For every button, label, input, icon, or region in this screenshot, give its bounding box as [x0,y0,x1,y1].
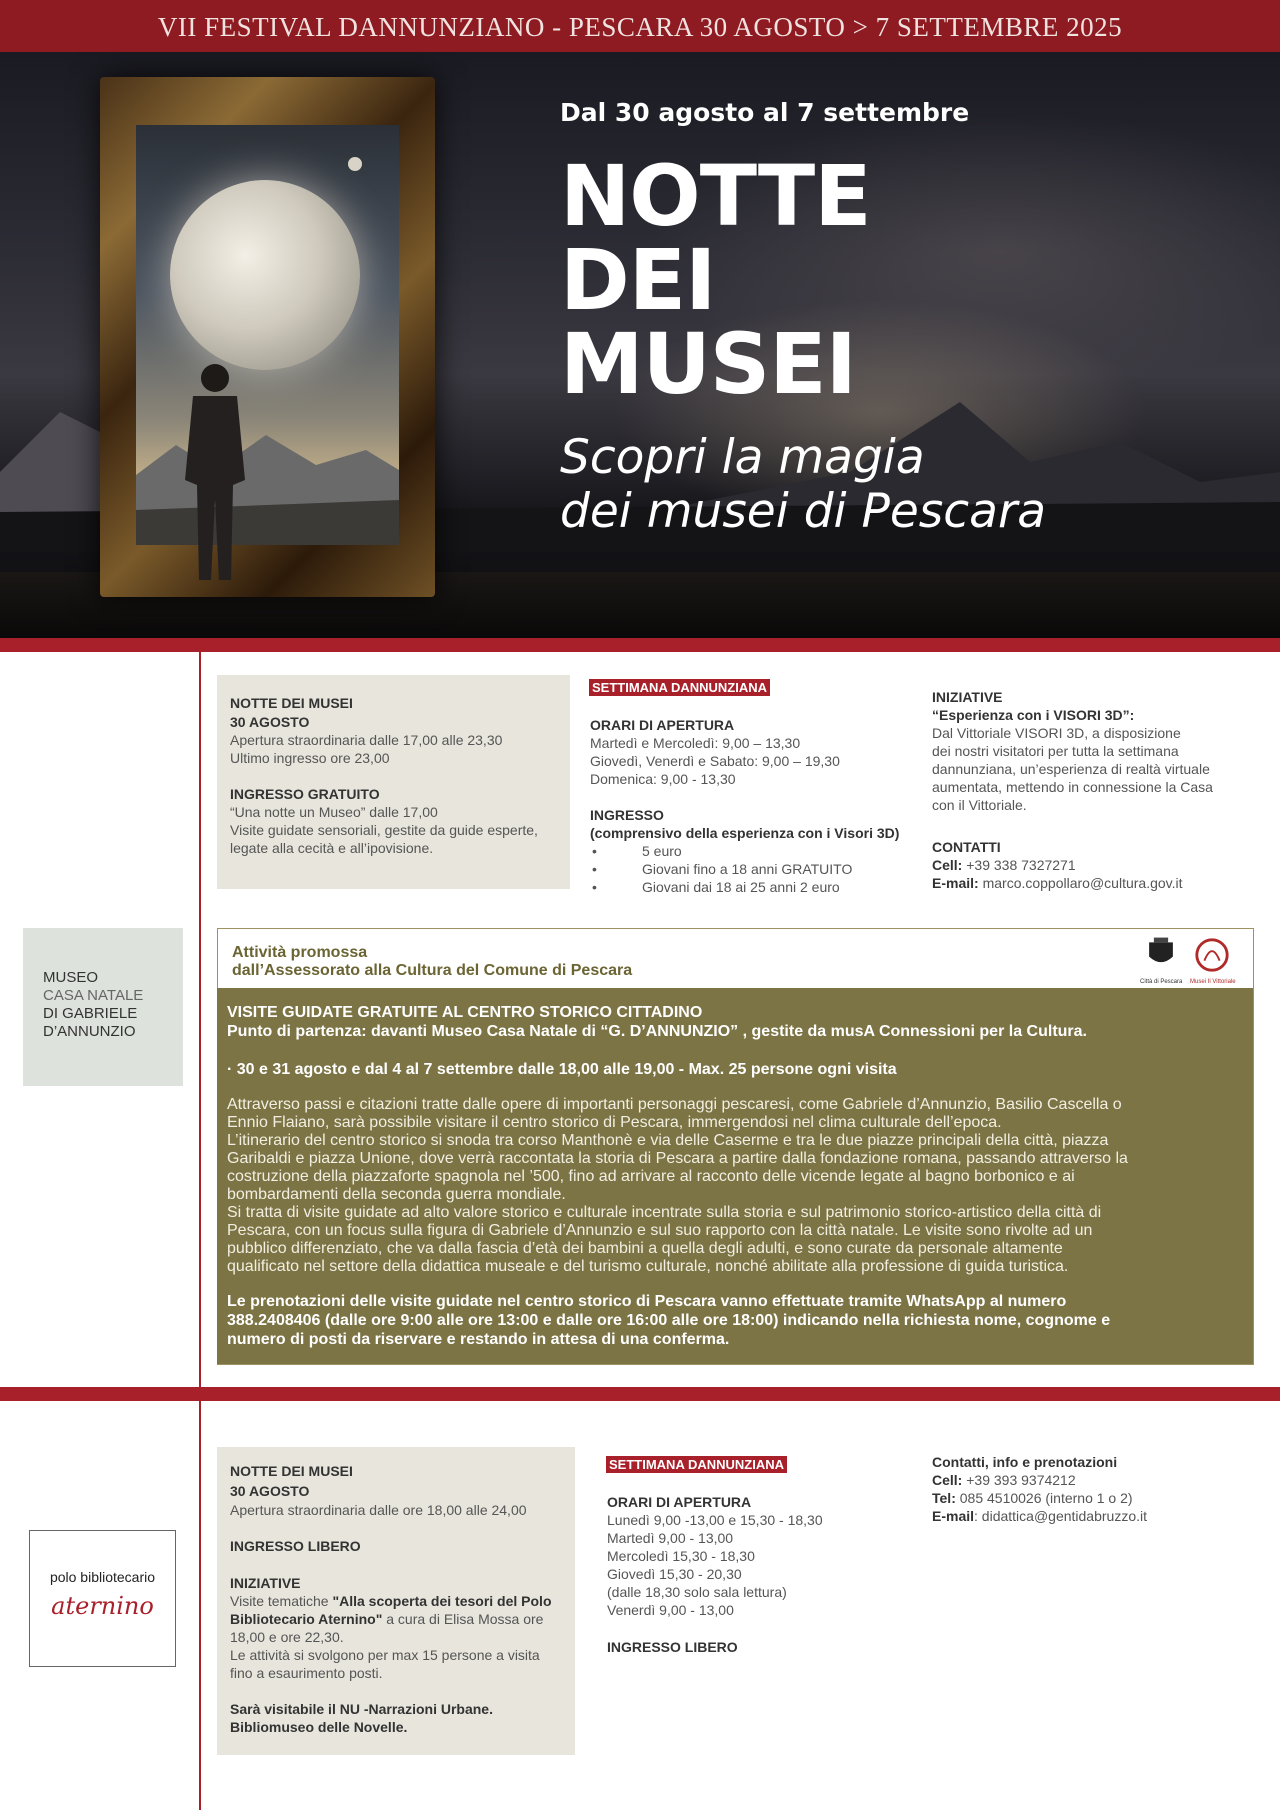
orari-line: Martedì e Mercoledì: 9,00 – 13,30 [590,735,801,751]
red-divider-1 [0,638,1280,652]
ingresso-subtitle: (comprensivo della esperienza con i Visori 3D) [590,825,900,841]
orari-line: Giovedì, Venerdì e Sabato: 9,00 – 19,30 [590,753,840,769]
visite-line-2: legate alla cecità e all’ipovisione. [230,840,434,856]
red-divider-2 [0,1387,1280,1401]
activity-body-line: Garibaldi e piazza Unione, dove verrà raccontata la storia di Pescara a partire dalla fondazione romana, passando attraverso la [227,1150,1128,1167]
moon [170,180,360,370]
visori-line: aumentata, mettendo in connessione la Casa [932,779,1213,795]
polo-closing: Bibliomuseo delle Novelle. [230,1719,408,1735]
polo-cell: Cell: +39 393 9374212 [932,1472,1076,1488]
bullet-icon: • [592,879,597,895]
contatti-title: CONTATTI [932,839,1001,855]
activity-body-line: L’itinerario del centro storico si snoda tra corso Manthonè e via delle Caserme e tra le due piazze principali della città, piazza [227,1132,1109,1149]
activity-body-line: costruzione della piazzaforte spagnola nel ’500, fino ad arrivare al racconto delle vicende legate al bagno borbonico e ai [227,1168,1075,1185]
person-silhouette [175,360,255,600]
polo-orari-line: Lunedì 9,00 -13,00 e 15,30 - 18,30 [607,1512,823,1528]
hero-subtitle-line-2: dei musei di Pescara [560,484,1047,539]
polo-notte-title: NOTTE DEI MUSEI [230,1463,353,1479]
polo-cell-number[interactable]: +39 393 9374212 [966,1472,1076,1488]
museo-line-2: CASA NATALE [43,987,144,1004]
activity-schedule: · 30 e 31 agosto e dal 4 al 7 settembre dalle 18,00 alle 19,00 - Max. 25 persone ogni visita [227,1061,897,1078]
notte-title: NOTTE DEI MUSEI [230,695,353,711]
polo-email: E-mail: didattica@gentidabruzzo.it [932,1508,1147,1524]
activity-title: VISITE GUIDATE GRATUITE AL CENTRO STORICO CITTADINO [227,1004,703,1021]
polo-orari-line: Martedì 9,00 - 13,00 [607,1530,734,1546]
small-moon [348,157,362,171]
vertical-divider-2 [199,1401,201,1810]
ingresso-gratuito: INGRESSO GRATUITO [230,786,380,802]
vertical-divider-1 [199,652,201,1387]
polo-contatti-title: Contatti, info e prenotazioni [932,1454,1118,1470]
bullet-icon: • [592,861,597,877]
hero-title-line-3: MUSEI [560,315,856,413]
hero-dates: Dal 30 agosto al 7 settembre [560,98,970,127]
polo-orari-line: Venerdì 9,00 - 13,00 [607,1602,734,1618]
cell-number[interactable]: +39 338 7327271 [966,857,1076,873]
booking-line: numero di posti da riservare e restando in attesa di una conferma. [227,1331,730,1348]
notte-date: 30 AGOSTO [230,714,310,730]
museo-line-4: D’ANNUNZIO [43,1023,136,1040]
vittoriale-logo: Musei Il Vittoriale [1190,936,1234,984]
activity-header-1: Attività promossa [232,944,368,961]
activity-body-line: pubblico differenziato, che va dalla fascia d’età dei bambini a quella degli adulti, e sono curate da personale altamente [227,1240,1063,1257]
polo-tel: Tel: 085 4510026 (interno 1 o 2) [932,1490,1133,1506]
polo-orari-line: Mercoledì 15,30 - 18,30 [607,1548,755,1564]
polo-orari-title: ORARI DI APERTURA [607,1494,752,1510]
polo-orari-line: Giovedì 15,30 - 20,30 [607,1566,742,1582]
vittoriale-icon [1190,936,1234,974]
orari-title: ORARI DI APERTURA [590,717,735,733]
crest-icon [1140,936,1182,974]
polo-settimana-tag: SETTIMANA DANNUNZIANA [606,1456,787,1473]
notte-hours: Apertura straordinaria dalle 17,00 alle 23,30 [230,732,503,748]
price-item: Giovani fino a 18 anni GRATUITO [642,861,853,877]
polo-init-line: fino a esaurimento posti. [230,1665,383,1681]
pescara-crest-logo: Città di Pescara [1140,936,1182,984]
visori-line: con il Vittoriale. [932,797,1027,813]
settimana-tag: SETTIMANA DANNUNZIANA [589,679,770,696]
polo-tel-number[interactable]: 085 4510026 (interno 1 o 2) [959,1490,1133,1506]
visori-line: Dal Vittoriale VISORI 3D, a disposizione [932,725,1181,741]
iniziative-title: INIZIATIVE [932,689,1003,705]
polo-orari-line: (dalle 18,30 solo sala lettura) [607,1584,787,1600]
visori-title: “Esperienza con i VISORI 3D”: [932,707,1135,723]
notte-last-entry: Ultimo ingresso ore 23,00 [230,750,390,766]
polo-init-line: Le attività si svolgono per max 15 persone a visita [230,1647,540,1663]
contact-email: E-mail: marco.coppollaro@cultura.gov.it [932,875,1183,891]
visite-line-1: Visite guidate sensoriali, gestite da guide esperte, [230,822,538,838]
hero-title-line-2: DEI [560,231,716,329]
activity-body-line: bombardamenti della seconda guerra mondiale. [227,1186,566,1203]
polo-notte-date: 30 AGOSTO [230,1483,310,1499]
activity-body-line: Pescara, con un focus sulla figura di Gabriele d’Annunzio e sul suo rapporto con la città natale. Le visite sono rivolte ad un [227,1222,1093,1239]
contact-cell: Cell: +39 338 7327271 [932,857,1076,873]
booking-line: 388.2408406 (dalle ore 9:00 alle ore 13:00 e dalle ore 16:00 alle ore 18:00) indicando nella richiesta nome, cognome e [227,1312,1111,1329]
hero-subtitle-line-1: Scopri la magia [560,430,925,485]
activity-body-line: Attraverso passi e citazioni tratte dalle opere di importanti personaggi pescaresi, come Gabriele d’Annunzio, Basilio Cascella o [227,1096,1122,1113]
aternino-logo: aternino [51,1592,154,1620]
activity-start: Punto di partenza: davanti Museo Casa Natale di “G. D’ANNUNZIO” , gestite da musA Connessioni per la Cultura. [227,1023,1087,1040]
price-item: 5 euro [642,843,682,859]
price-item: Giovani dai 18 ai 25 anni 2 euro [642,879,840,895]
visori-line: dannunziana, un’esperienza di realtà virtuale [932,761,1210,777]
booking-line: Le prenotazioni delle visite guidate nel centro storico di Pescara vanno effettuate tramite WhatsApp al numero [227,1293,1067,1310]
ornate-frame [100,77,435,597]
polo-ingresso: INGRESSO LIBERO [230,1538,361,1554]
una-notte-line: “Una notte un Museo” dalle 17,00 [230,804,438,820]
bullet-icon: • [592,843,597,859]
polo-init-line: Bibliotecario Aternino" a cura di Elisa Mossa ore [230,1611,544,1627]
polo-init-line: Visite tematiche "Alla scoperta dei tesori del Polo [230,1593,552,1609]
activity-body-line: Ennio Flaiano, sarà possibile visitare il centro storico di Pescara, immergendosi nel clima culturale dell’epoca. [227,1114,1002,1131]
hero-title-line-1: NOTTE [560,147,871,245]
ingresso-title: INGRESSO [590,807,664,823]
polo-iniziative: INIZIATIVE [230,1575,301,1591]
polo-closing: Sarà visitabile il NU -Narrazioni Urbane. [230,1701,493,1717]
visori-line: dei nostri visitatori per tutta la settimana [932,743,1179,759]
activity-body-line: qualificato nel settore della didattica museale e del turismo culturale, nonché abilitate alla professione di guida turistica. [227,1258,1069,1275]
polo-init-line: 18,00 e ore 22,30. [230,1629,344,1645]
orari-line: Domenica: 9,00 - 13,30 [590,771,736,787]
polo-ingresso-libero: INGRESSO LIBERO [607,1639,738,1655]
festival-banner: VII FESTIVAL DANNUNZIANO - PESCARA 30 AGOSTO > 7 SETTEMBRE 2025 [0,0,1280,52]
museo-line-3: DI GABRIELE [43,1005,138,1022]
hero-image [0,52,1280,638]
activity-header-2: dall’Assessorato alla Cultura del Comune di Pescara [232,962,633,979]
museo-line-1: MUSEO [43,969,99,986]
activity-body-line: Si tratta di visite guidate ad alto valore storico e culturale incentrate sulla storia e sul patrimonio storico-artistico della città di [227,1204,1102,1221]
email-link[interactable]: marco.coppollaro@cultura.gov.it [982,875,1183,891]
polo-notte-hours: Apertura straordinaria dalle ore 18,00 alle 24,00 [230,1502,527,1518]
polo-label: polo bibliotecario [49,1569,156,1585]
polo-email-link[interactable]: : didattica@gentidabruzzo.it [974,1508,1147,1524]
